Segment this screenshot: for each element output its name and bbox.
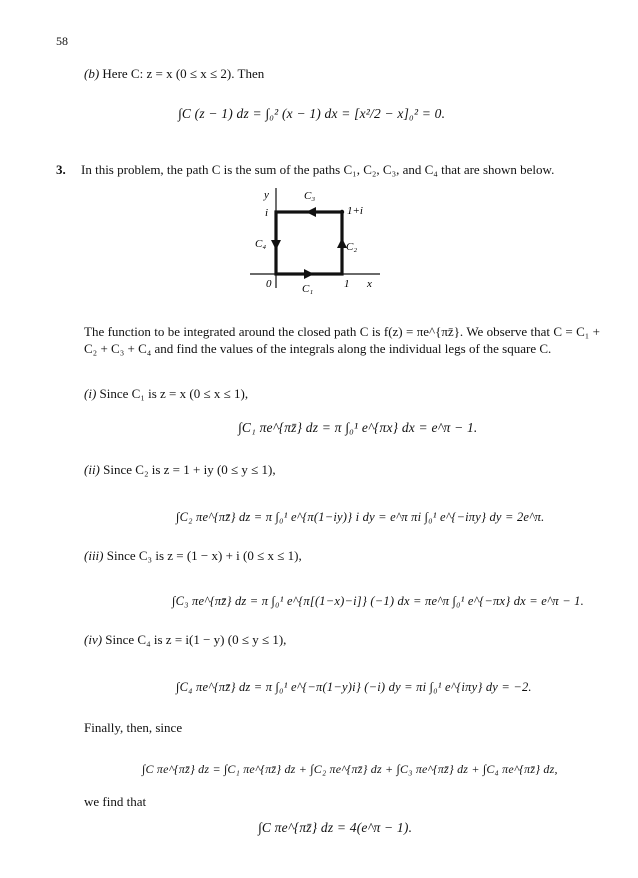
- item-ii-line: [84, 462, 276, 478]
- item-iii-equation: ∫C₃ πe^{πz̄} dz = π ∫₀¹ e^{π[(1−x)−i]} (−1) dx = πe^π ∫₀¹ e^{−πx} dx = e^π − 1.: [172, 594, 584, 608]
- item-i-label: (i): [84, 386, 97, 401]
- item-ii-text: Since C₂ is z = 1 + iy (0 ≤ y ≤ 1),: [103, 462, 276, 477]
- one-tick-label: 1: [344, 278, 350, 290]
- part-b-label: (b): [84, 66, 100, 81]
- c3-arrow-icon: [306, 207, 316, 217]
- item-i-equation: ∫C₁ πe^{πz̄} dz = π ∫₀¹ e^{πx} dx = e^π − 1.: [238, 420, 478, 435]
- item-iii-line: [84, 548, 302, 564]
- item-iii-text: Since C₃ is z = (1 − x) + i (0 ≤ x ≤ 1),: [106, 548, 302, 563]
- item-i-line: [84, 386, 248, 402]
- result-equation: ∫C πe^{πz̄} dz = 4(e^π − 1).: [258, 820, 413, 835]
- i-tick-label: i: [265, 207, 269, 219]
- c4-label: C₄: [255, 238, 267, 250]
- x-axis-label: x: [367, 278, 372, 290]
- c3-label: C₃: [304, 190, 316, 202]
- square-path-figure: [240, 184, 390, 304]
- item-iv-text: Since C₄ is z = i(1 − y) (0 ≤ y ≤ 1),: [105, 632, 287, 647]
- square-path: [276, 212, 342, 274]
- c4-arrow-icon: [271, 240, 281, 250]
- finally-text: Finally, then, since: [84, 720, 183, 735]
- item-iv-label: (iv): [84, 632, 103, 647]
- item-iv-line: [84, 632, 286, 648]
- corner-point: [340, 210, 344, 214]
- page-number: 58: [56, 34, 68, 48]
- y-axis-label: y: [264, 189, 269, 201]
- corner-label: 1+i: [347, 205, 363, 217]
- item-ii-equation: ∫C₂ πe^{πz̄} dz = π ∫₀¹ e^{π(1−iy)} i dy = e^π πi ∫₀¹ e^{−iπy} dy = 2e^π.: [176, 510, 545, 524]
- item-i-text: Since C₁ is z = x (0 ≤ x ≤ 1),: [99, 386, 249, 401]
- origin-label: 0: [266, 278, 272, 290]
- c1-label: C₁: [302, 283, 314, 295]
- problem-3-number: 3.: [56, 162, 66, 177]
- problem-3-intro: The function to be integrated around the closed path C is f(z) = πe^{πz̄}. We observe that C = C₁ + C₂ + C₃ + C₄ and find the values of the integrals along the individual legs of the square C.: [84, 324, 600, 356]
- problem-3-line: [56, 162, 554, 178]
- problem-3-text: In this problem, the path C is the sum of the paths C₁, C₂, C₃, and C₄ that are shown below.: [81, 162, 555, 177]
- part-b-equation: ∫C (z − 1) dz = ∫₀² (x − 1) dx = [x²/2 − x]₀² = 0.: [178, 106, 446, 121]
- c2-label: C₂: [346, 241, 358, 253]
- sum-equation: ∫C πe^{πz̄} dz = ∫C₁ πe^{πz̄} dz + ∫C₂ πe^{πz̄} dz + ∫C₃ πe^{πz̄} dz + ∫C₄ πe^{πz̄} dz,: [142, 762, 558, 776]
- item-iv-equation: ∫C₄ πe^{πz̄} dz = π ∫₀¹ e^{−π(1−y)i} (−i) dy = πi ∫₀¹ e^{iπy} dy = −2.: [176, 680, 532, 694]
- part-b-line: [84, 66, 264, 82]
- c1-arrow-icon: [304, 269, 314, 279]
- part-b-text: Here C: z = x (0 ≤ x ≤ 2). Then: [102, 66, 265, 81]
- item-iii-label: (iii): [84, 548, 104, 563]
- we-find-text: we find that: [84, 794, 147, 809]
- item-ii-label: (ii): [84, 462, 100, 477]
